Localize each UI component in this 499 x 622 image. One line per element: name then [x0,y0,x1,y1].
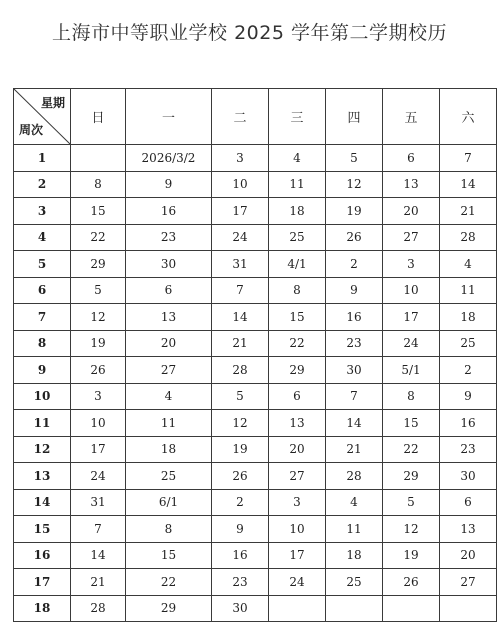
page-title: 上海市中等职业学校 2025 学年第二学期校历 [52,22,447,44]
table-row [14,251,497,278]
date-cell-tue: 19 [212,436,269,463]
date-cell-thu: 14 [326,410,383,437]
week-number-cell: 4 [14,224,71,251]
date-cell-fri: 3 [383,251,440,278]
date-cell-fri: 13 [383,171,440,198]
date-cell-fri: 10 [383,277,440,304]
date-cell-sat: 18 [440,304,497,331]
date-cell-mon: 23 [126,224,212,251]
date-cell-sat [440,595,497,622]
date-cell-mon: 20 [126,330,212,357]
table-row [14,277,497,304]
date-cell-sat: 23 [440,436,497,463]
table-row [14,542,497,569]
date-cell-mon: 13 [126,304,212,331]
date-cell-sun [71,145,126,172]
date-cell-wed: 11 [269,171,326,198]
date-cell-mon: 15 [126,542,212,569]
date-cell-tue: 3 [212,145,269,172]
week-number-cell: 11 [14,410,71,437]
date-cell-tue: 12 [212,410,269,437]
date-cell-fri: 19 [383,542,440,569]
date-cell-wed: 17 [269,542,326,569]
week-number-cell: 3 [14,198,71,225]
date-cell-sun: 15 [71,198,126,225]
header-day-thu: 四 [326,89,383,145]
date-cell-sat: 9 [440,383,497,410]
date-cell-wed: 8 [269,277,326,304]
date-cell-mon: 29 [126,595,212,622]
date-cell-fri: 29 [383,463,440,490]
date-cell-wed: 20 [269,436,326,463]
table-row [14,463,497,490]
date-cell-fri: 5/1 [383,357,440,384]
date-cell-tue: 16 [212,542,269,569]
date-cell-mon: 27 [126,357,212,384]
table-row [14,569,497,596]
date-cell-wed: 29 [269,357,326,384]
date-cell-sat: 20 [440,542,497,569]
date-cell-sat: 16 [440,410,497,437]
date-cell-tue: 30 [212,595,269,622]
date-cell-thu: 2 [326,251,383,278]
table-row [14,489,497,516]
date-cell-wed: 18 [269,198,326,225]
date-cell-mon: 30 [126,251,212,278]
date-cell-mon: 4 [126,383,212,410]
table-row [14,595,497,622]
date-cell-tue: 14 [212,304,269,331]
date-cell-sat: 7 [440,145,497,172]
date-cell-thu: 21 [326,436,383,463]
week-number-cell: 7 [14,304,71,331]
date-cell-thu: 26 [326,224,383,251]
date-cell-sat: 14 [440,171,497,198]
date-cell-sun: 5 [71,277,126,304]
date-cell-tue: 28 [212,357,269,384]
date-cell-fri: 26 [383,569,440,596]
week-number-cell: 1 [14,145,71,172]
date-cell-fri: 5 [383,489,440,516]
date-cell-tue: 31 [212,251,269,278]
table-row [14,410,497,437]
date-cell-thu: 11 [326,516,383,543]
table-body [14,145,497,622]
date-cell-mon: 11 [126,410,212,437]
table-row [14,198,497,225]
week-number-cell: 15 [14,516,71,543]
date-cell-fri: 12 [383,516,440,543]
date-cell-wed: 24 [269,569,326,596]
date-cell-fri: 22 [383,436,440,463]
corner-label-week: 周次 [19,123,44,137]
date-cell-wed: 4 [269,145,326,172]
date-cell-wed: 25 [269,224,326,251]
table-header [14,89,497,145]
week-number-cell: 10 [14,383,71,410]
header-day-sun: 日 [71,89,126,145]
date-cell-tue: 2 [212,489,269,516]
week-number-cell: 2 [14,171,71,198]
date-cell-sun: 17 [71,436,126,463]
table-row [14,516,497,543]
date-cell-thu: 25 [326,569,383,596]
date-cell-thu: 18 [326,542,383,569]
date-cell-mon: 9 [126,171,212,198]
date-cell-thu: 4 [326,489,383,516]
date-cell-wed: 27 [269,463,326,490]
date-cell-tue: 5 [212,383,269,410]
table-row [14,224,497,251]
date-cell-sun: 12 [71,304,126,331]
date-cell-mon: 6 [126,277,212,304]
date-cell-mon: 6/1 [126,489,212,516]
date-cell-sun: 29 [71,251,126,278]
date-cell-wed: 15 [269,304,326,331]
date-cell-fri: 15 [383,410,440,437]
date-cell-sat: 11 [440,277,497,304]
date-cell-thu: 7 [326,383,383,410]
week-number-cell: 5 [14,251,71,278]
date-cell-fri: 8 [383,383,440,410]
date-cell-tue: 21 [212,330,269,357]
date-cell-sat: 28 [440,224,497,251]
date-cell-sun: 10 [71,410,126,437]
date-cell-sat: 27 [440,569,497,596]
date-cell-mon: 25 [126,463,212,490]
date-cell-fri: 6 [383,145,440,172]
date-cell-mon: 2026/3/2 [126,145,212,172]
school-calendar-table [13,88,497,622]
week-number-cell: 14 [14,489,71,516]
date-cell-sat: 25 [440,330,497,357]
date-cell-mon: 22 [126,569,212,596]
header-day-tue: 二 [212,89,269,145]
date-cell-sun: 22 [71,224,126,251]
date-cell-tue: 7 [212,277,269,304]
date-cell-mon: 8 [126,516,212,543]
date-cell-sun: 3 [71,383,126,410]
date-cell-sun: 31 [71,489,126,516]
date-cell-wed: 4/1 [269,251,326,278]
table-row [14,171,497,198]
date-cell-sun: 28 [71,595,126,622]
date-cell-sun: 21 [71,569,126,596]
date-cell-fri: 17 [383,304,440,331]
corner-label-weekday: 星期 [40,96,65,110]
date-cell-tue: 17 [212,198,269,225]
date-cell-sat: 2 [440,357,497,384]
date-cell-thu: 9 [326,277,383,304]
table-row [14,304,497,331]
date-cell-wed [269,595,326,622]
date-cell-sun: 19 [71,330,126,357]
table-row [14,383,497,410]
week-number-cell: 6 [14,277,71,304]
date-cell-sat: 6 [440,489,497,516]
header-day-wed: 三 [269,89,326,145]
header-day-mon: 一 [126,89,212,145]
date-cell-sun: 7 [71,516,126,543]
week-number-cell: 8 [14,330,71,357]
date-cell-thu: 12 [326,171,383,198]
header-day-sat: 六 [440,89,497,145]
date-cell-thu: 23 [326,330,383,357]
week-number-cell: 13 [14,463,71,490]
date-cell-sat: 13 [440,516,497,543]
date-cell-fri: 24 [383,330,440,357]
week-number-cell: 9 [14,357,71,384]
week-number-cell: 17 [14,569,71,596]
date-cell-tue: 9 [212,516,269,543]
table-row [14,357,497,384]
date-cell-sun: 26 [71,357,126,384]
week-number-cell: 18 [14,595,71,622]
header-day-fri: 五 [383,89,440,145]
table-row [14,436,497,463]
date-cell-sat: 30 [440,463,497,490]
date-cell-wed: 13 [269,410,326,437]
table-row [14,330,497,357]
date-cell-thu: 19 [326,198,383,225]
date-cell-sat: 4 [440,251,497,278]
date-cell-wed: 10 [269,516,326,543]
date-cell-sun: 14 [71,542,126,569]
date-cell-thu [326,595,383,622]
date-cell-wed: 22 [269,330,326,357]
header-corner-cell [14,89,71,145]
date-cell-sun: 8 [71,171,126,198]
date-cell-tue: 24 [212,224,269,251]
date-cell-tue: 26 [212,463,269,490]
date-cell-fri: 27 [383,224,440,251]
date-cell-fri: 20 [383,198,440,225]
date-cell-fri [383,595,440,622]
date-cell-tue: 23 [212,569,269,596]
table-row [14,145,497,172]
date-cell-mon: 18 [126,436,212,463]
date-cell-thu: 5 [326,145,383,172]
date-cell-sun: 24 [71,463,126,490]
header-row [14,89,497,145]
date-cell-sat: 21 [440,198,497,225]
date-cell-thu: 30 [326,357,383,384]
date-cell-thu: 28 [326,463,383,490]
date-cell-tue: 10 [212,171,269,198]
date-cell-mon: 16 [126,198,212,225]
week-number-cell: 16 [14,542,71,569]
date-cell-wed: 6 [269,383,326,410]
date-cell-wed: 3 [269,489,326,516]
date-cell-thu: 16 [326,304,383,331]
week-number-cell: 12 [14,436,71,463]
